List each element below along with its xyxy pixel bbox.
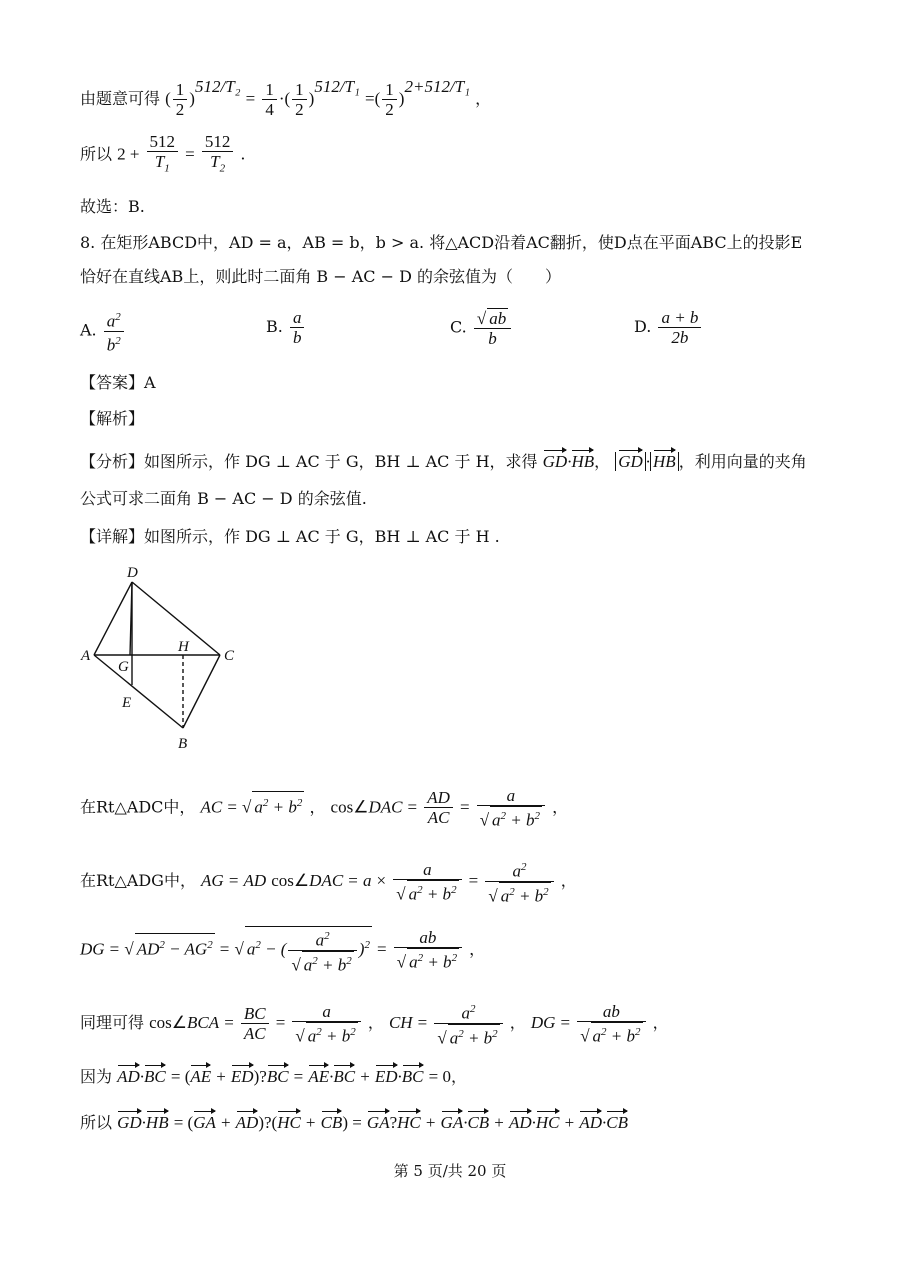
calc-line-5: 因为 AD·BC = (AE + ED)?BC = AE·BC + ED·BC = 0， [80, 1062, 467, 1088]
edge-ab [94, 655, 183, 728]
calc-line-3: DG = √ $AD^2 - AG^2$ = √ $a^2$ − ( $\frac{a^2}{√ a^2 + b^2}$ )$^2$ = $\frac{ab}{√ a^2 + b^2}$ ， [80, 926, 485, 974]
calc-line-1: 在Rt△ADC中， AC = √ $a^2 + b^2$ ， cos∠DAC = $\frac{AD}{AC}$ = $\frac{a}{√ a^2 + b^2}$ ， [80, 786, 569, 830]
analysis-line2: 公式可求二面角 B − AC − D 的余弦值. [80, 489, 367, 508]
question-8-line2: 恰好在直线AB上，则此时二面角 B − AC − D 的余弦值为（ ） [80, 267, 562, 286]
page-footer: 第 5 页/共 20 页 [393, 1162, 507, 1180]
label-h: H [178, 639, 189, 655]
label-a: A [81, 648, 91, 664]
option-a: A. $\frac{a^2}{b^2}$ [80, 308, 126, 354]
line-1: 由题意可得 ( $\frac{1}{2}$ )$^{512/T_2}$ = $\frac{1}{4}$ ·( $\frac{1}{2}$ )$^{512/T_1}$ =( $\frac{1}{2}$ )$^{2+512/T_1}$ ， [80, 77, 492, 119]
edge-dc [132, 582, 220, 655]
option-c: C. $\frac{√ ab}{b}$ [450, 308, 513, 348]
line-2-text: 所以 [80, 144, 113, 164]
analysis-heading: 【解析】 [80, 409, 145, 428]
line-2: 所以 2 + $\frac{512}{T_1}$ = $\frac{512}{T_2}$ . [80, 132, 246, 175]
label-b: B [178, 736, 188, 752]
edge-da [94, 582, 132, 655]
label-e: E [122, 695, 132, 711]
label-g: G [118, 659, 129, 675]
analysis-line1: 【分析】如图所示，作 DG ⊥ AC 于 G，BH ⊥ AC 于 H，求得 GD·HB， GD · HB ，利用向量的夹角 [80, 447, 807, 473]
calc-line-2: 在Rt△ADG中， AG = AD cos∠DAC = a × $\frac{a}{√ a^2 + b^2}$ = $\frac{a^2}{√ a^2 + b^2}$ ， [80, 859, 577, 906]
calc-line-4: 同理可得 cos∠BCA = $\frac{BC}{AC}$ = $\frac{a}{√ a^2 + b^2}$ ， CH = $\frac{a^2}{√ a^2 + b^2}$ ， DG = $\frac{ab}{√ a^2 + b^2}$ ， [80, 1001, 669, 1048]
question-8-line1: 8. 在矩形ABCD中，AD = a，AB = b，b > a. 将△ACD沿着AC翻折，使D点在平面ABC上的投影E [80, 233, 803, 252]
geometry-figure [78, 560, 258, 755]
line-1-text: 由题意可得 [80, 89, 161, 108]
fraction: $\frac{1}{2}$ [173, 80, 188, 119]
option-b: B. $\frac{a}{b}$ [266, 308, 306, 347]
detail-line: 【详解】如图所示，作 DG ⊥ AC 于 G，BH ⊥ AC 于 H . [80, 527, 500, 546]
option-d: D. $\frac{a + b}{2b}$ [634, 308, 703, 347]
calc-line-6: 所以 GD·HB = (GA + AD)?(HC + CB) = GA?HC + GA·CB + AD·HC + AD·CB [80, 1108, 628, 1134]
answer-line: 【答案】A [80, 373, 156, 392]
label-d: D [127, 565, 138, 581]
choice-line: 故选：B. [80, 197, 145, 216]
edge-cb [183, 655, 220, 728]
label-c: C [224, 648, 235, 664]
